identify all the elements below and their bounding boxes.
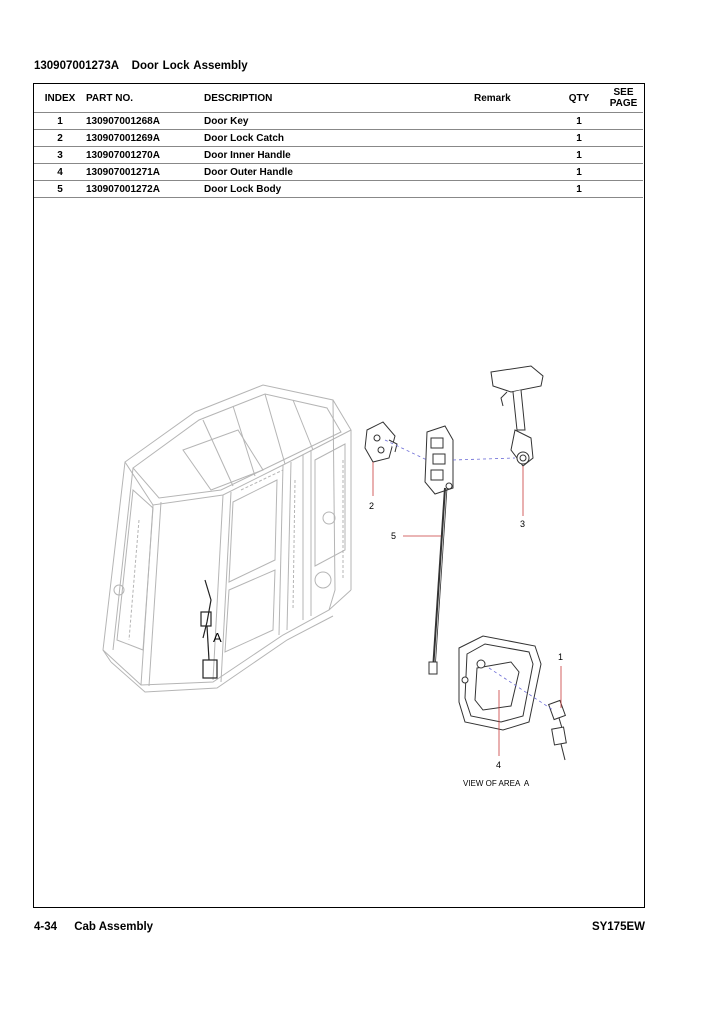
cell-remark xyxy=(474,113,554,130)
cell-see-page xyxy=(604,147,643,164)
cell-see-page xyxy=(604,181,643,198)
page-number: 4-34 xyxy=(34,921,58,933)
col-description: DESCRIPTION xyxy=(204,84,474,113)
col-see-page xyxy=(604,84,643,113)
cell-see-page xyxy=(604,130,643,147)
cell-index: 3 xyxy=(34,147,86,164)
table-row xyxy=(34,181,643,198)
door-outer-handle-illustration xyxy=(459,636,541,730)
table-row xyxy=(34,130,643,147)
cell-see-page xyxy=(604,164,643,181)
parts-table xyxy=(34,84,643,198)
cell-part-no: 130907001269A xyxy=(86,130,204,147)
table-row xyxy=(34,113,643,130)
view-caption: VIEW OF AREA A xyxy=(463,779,530,788)
col-index: INDEX xyxy=(34,84,86,113)
cab-lock-area xyxy=(201,580,217,678)
door-key-illustration xyxy=(549,700,567,760)
model-name: SY175EW xyxy=(591,921,645,933)
cell-see-page xyxy=(604,113,643,130)
cell-part-no: 130907001268A xyxy=(86,113,204,130)
table-row xyxy=(34,147,643,164)
footer-left xyxy=(34,921,153,933)
cell-qty: 1 xyxy=(554,164,604,181)
assembly-name: Door Lock Assembly xyxy=(131,60,248,72)
cell-remark xyxy=(474,164,554,181)
callout-1: 1 xyxy=(558,652,564,662)
col-see-page-line1: SEE xyxy=(613,87,634,98)
table-row xyxy=(34,164,643,181)
assembly-number: 130907001273A xyxy=(34,60,120,72)
cell-part-no: 130907001270A xyxy=(86,147,204,164)
callout-5: 5 xyxy=(391,531,397,541)
table-header-row xyxy=(34,84,643,113)
section-name: Cab Assembly xyxy=(74,921,154,933)
page-title xyxy=(34,60,248,72)
cell-description: Door Outer Handle xyxy=(204,164,474,181)
cab-frame-illustration xyxy=(103,385,351,692)
cell-description: Door Lock Catch xyxy=(204,130,474,147)
cell-index: 1 xyxy=(34,113,86,130)
door-lock-catch-illustration xyxy=(365,422,397,462)
callout-3: 3 xyxy=(520,519,526,529)
cell-remark xyxy=(474,147,554,164)
cell-qty: 1 xyxy=(554,147,604,164)
cell-remark xyxy=(474,181,554,198)
cell-qty: 1 xyxy=(554,181,604,198)
cell-index: 2 xyxy=(34,130,86,147)
col-part-no: PART NO. xyxy=(86,84,204,113)
col-see-page-line2: PAGE xyxy=(609,98,638,109)
cell-qty: 1 xyxy=(554,130,604,147)
callout-2: 2 xyxy=(369,501,375,511)
cell-index: 5 xyxy=(34,181,86,198)
cell-part-no: 130907001272A xyxy=(86,181,204,198)
col-qty: QTY xyxy=(554,84,604,113)
door-inner-handle-illustration xyxy=(491,366,543,466)
cell-index: 4 xyxy=(34,164,86,181)
cell-part-no: 130907001271A xyxy=(86,164,204,181)
callout-4: 4 xyxy=(496,760,502,770)
cell-description: Door Key xyxy=(204,113,474,130)
col-remark: Remark xyxy=(474,84,554,113)
area-label: A xyxy=(213,630,222,645)
door-lock-body-illustration xyxy=(425,426,453,674)
cell-description: Door Inner Handle xyxy=(204,147,474,164)
exploded-view-drawing xyxy=(33,290,645,810)
cell-description: Door Lock Body xyxy=(204,181,474,198)
cell-qty: 1 xyxy=(554,113,604,130)
cell-remark xyxy=(474,130,554,147)
